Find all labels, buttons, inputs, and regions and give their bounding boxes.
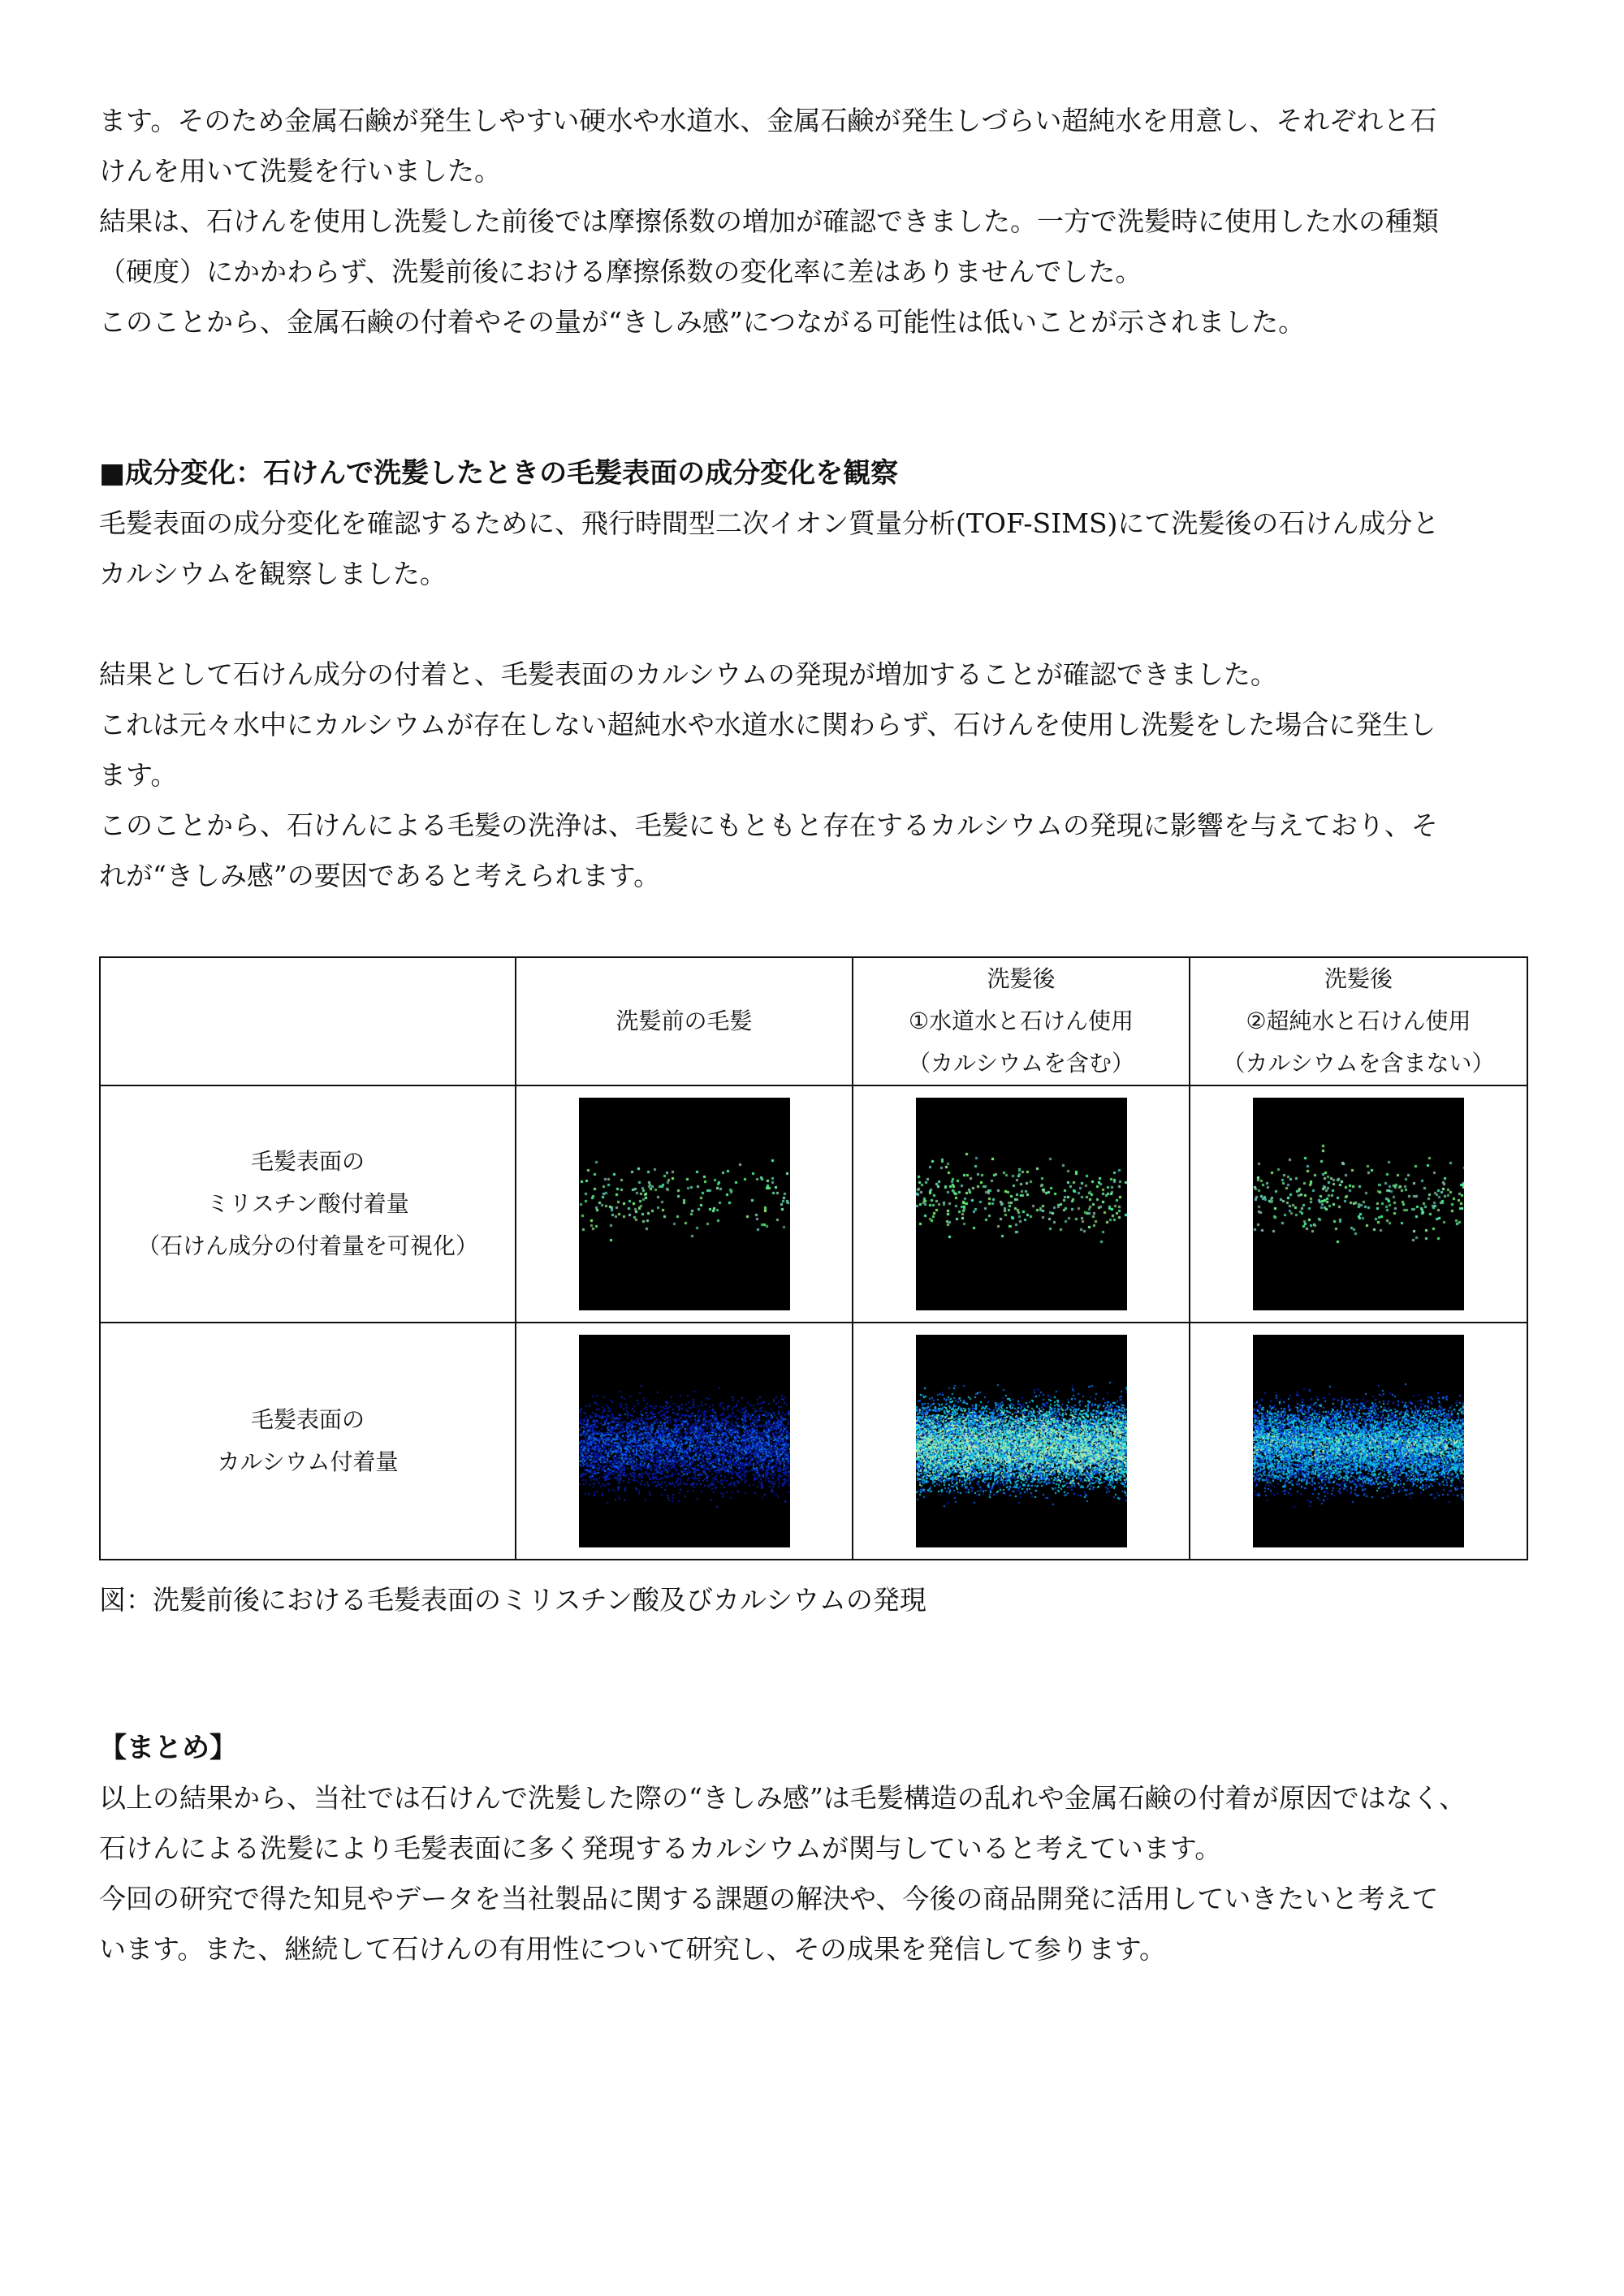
image-cell xyxy=(853,1323,1190,1560)
intro-line: （硬度）にかかわらず、洗髪前後における摩擦係数の変化率に差はありませんでした。 xyxy=(99,256,1142,287)
calcium-image-before xyxy=(579,1335,790,1547)
header-empty-cell xyxy=(100,957,516,1085)
summary-line: います。また、継続して石けんの有用性について研究し、その成果を発信して参ります。 xyxy=(99,1933,1167,1965)
header-line: 洗髪前の毛髪 xyxy=(615,1008,753,1034)
image-cell xyxy=(1190,1085,1527,1323)
summary-line: 今回の研究で得た知見やデータを当社製品に関する課題の解決や、今後の商品開発に活用していきたいと考えて xyxy=(99,1883,1439,1914)
row-label-myristic xyxy=(100,1085,516,1323)
figure-caption: 図：洗髪前後における毛髪表面のミリスチン酸及びカルシウムの発現 xyxy=(99,1584,926,1616)
calcium-image-purewater xyxy=(1253,1335,1464,1547)
figure-table xyxy=(99,956,1528,1560)
myristic-acid-image-tapwater xyxy=(916,1098,1127,1310)
section-line: このことから、石けんによる毛髪の洗浄は、毛髪にもともと存在するカルシウムの発現に影響を与えており、そ xyxy=(99,809,1438,841)
header-line: （カルシウムを含む） xyxy=(907,1050,1135,1077)
section-line: これは元々水中にカルシウムが存在しない超純水や水道水に関わらず、石けんを使用し洗髪をした場合に発生し xyxy=(99,709,1436,740)
header-line: （カルシウムを含まない） xyxy=(1222,1050,1495,1077)
calcium-image-tapwater xyxy=(916,1335,1127,1547)
summary-section xyxy=(99,1723,1544,1974)
section-line: れが“きしみ感”の要因であると考えられます。 xyxy=(99,860,661,891)
summary-heading: 【まとめ】 xyxy=(99,1732,237,1764)
header-after-tapwater xyxy=(853,957,1190,1085)
row-label-line: 毛髪表面の xyxy=(250,1406,365,1433)
row-label-line: 毛髪表面の xyxy=(250,1148,365,1175)
intro-line: このことから、金属石鹸の付着やその量が“きしみ感”につながる可能性は低いことが示されました。 xyxy=(99,306,1306,338)
intro-line: ます。そのため金属石鹸が発生しやすい硬水や水道水、金属石鹸が発生しづらい超純水を用意し、それぞれと石 xyxy=(99,105,1437,136)
summary-line: 以上の結果から、当社では石けんで洗髪した際の“きしみ感”は毛髪構造の乱れや金属石鹸の付着が原因ではなく、 xyxy=(99,1782,1466,1814)
summary-line: 石けんによる洗髪により毛髪表面に多く発現するカルシウムが関与していると考えています。 xyxy=(99,1832,1222,1864)
intro-section xyxy=(99,96,1544,901)
intro-line: 結果は、石けんを使用し洗髪した前後では摩擦係数の増加が確認できました。一方で洗髪時に使用した水の種類 xyxy=(99,205,1439,237)
header-line: 洗髪後 xyxy=(1324,965,1393,992)
image-cell xyxy=(1190,1323,1527,1560)
myristic-acid-image-before xyxy=(579,1098,790,1310)
row-label-line: ミリスチン酸付着量 xyxy=(206,1190,409,1217)
image-cell xyxy=(516,1085,853,1323)
image-cell xyxy=(853,1085,1190,1323)
section-line: カルシウムを観察しました。 xyxy=(99,558,447,589)
header-line: ②超純水と石けん使用 xyxy=(1246,1008,1471,1034)
section-line: 結果として石けん成分の付着と、毛髪表面のカルシウムの発現が増加することが確認できました。 xyxy=(99,658,1277,690)
section-line: 毛髪表面の成分変化を確認するために、飛行時間型二次イオン質量分析(TOF-SIMS)にて洗髪後の石けん成分と xyxy=(99,507,1440,539)
myristic-acid-image-purewater xyxy=(1253,1098,1464,1310)
intro-line: けんを用いて洗髪を行いました。 xyxy=(99,155,501,187)
row-label-line: （石けん成分の付着量を可視化） xyxy=(136,1232,478,1259)
image-cell xyxy=(516,1323,853,1560)
header-after-purewater xyxy=(1190,957,1527,1085)
header-line: ①水道水と石けん使用 xyxy=(908,1008,1134,1034)
row-label-calcium xyxy=(100,1323,516,1560)
header-before-wash xyxy=(516,957,853,1085)
row-label-line: カルシウム付着量 xyxy=(217,1448,399,1475)
header-line: 洗髪後 xyxy=(987,965,1056,992)
section-heading: ■成分変化：石けんで洗髪したときの毛髪表面の成分変化を観察 xyxy=(99,457,899,490)
section-line: ます。 xyxy=(99,759,178,791)
